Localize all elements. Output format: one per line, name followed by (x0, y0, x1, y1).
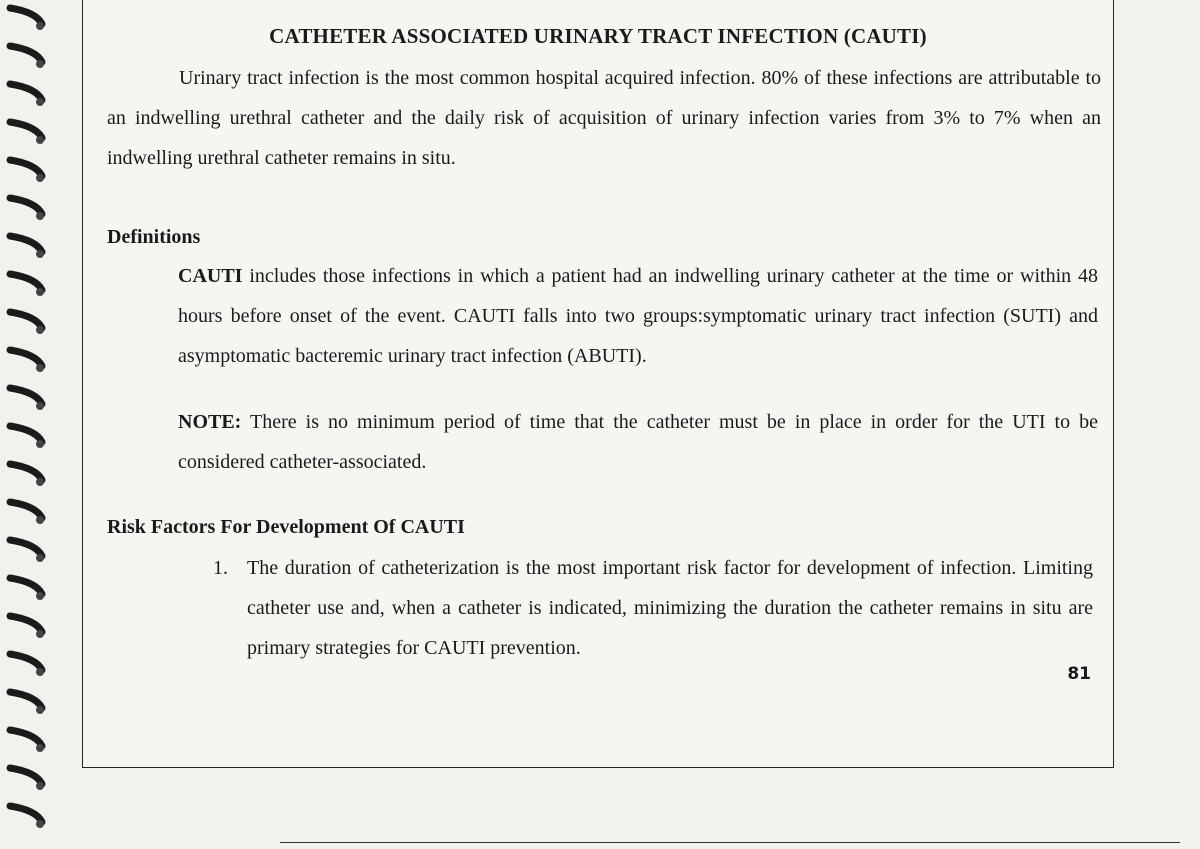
cauti-term: CAUTI (178, 265, 243, 287)
definitions-paragraph (178, 256, 1098, 376)
list-item-number: 1. (213, 557, 228, 579)
note-label: NOTE: (178, 411, 242, 433)
spiral-binding (0, 0, 62, 849)
note-paragraph (178, 402, 1098, 482)
page-number: 81 (1067, 664, 1091, 684)
note-text: There is no minimum period of time that the catheter must be in place in order for the UTI to be considered catheter-associated. (178, 411, 1099, 473)
definitions-heading: Definitions (107, 226, 201, 248)
document-page (82, 0, 1114, 768)
page-title: CATHETER ASSOCIATED URINARY TRACT INFECTION (CAUTI) (269, 24, 927, 48)
list-item (213, 548, 1093, 668)
definitions-text: includes those infections in which a patient had an indwelling urinary catheter at the time or within 48 hours before onset of the event. CAUTI falls into two groups:symptomatic urinary tract infection (SUTI) and asymptomatic bacteremic urinary tract infection (ABUTI). (178, 265, 1099, 367)
list-item-text: The duration of catheterization is the most important risk factor for development of infection. Limiting catheter use and, when a catheter is indicated, minimizing the duration the catheter remains in situ are primary strategies for CAUTI prevention. (247, 557, 1093, 659)
bottom-page-edge (280, 842, 1180, 843)
intro-text: Urinary tract infection is the most common hospital acquired infection. 80% of these infections are attributable to an indwelling urethral catheter and the daily risk of acquisition of urinary infection varies from 3% to 7% when an indwelling urethral catheter remains in situ. (107, 67, 1101, 169)
intro-paragraph (107, 58, 1101, 178)
risk-factors-heading: Risk Factors For Development Of CAUTI (107, 516, 465, 538)
